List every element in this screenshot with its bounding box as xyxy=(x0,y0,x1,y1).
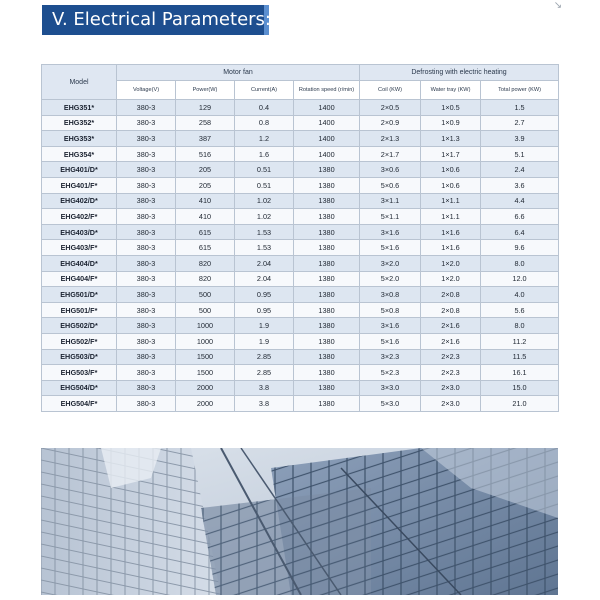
voltage-cell: 380-3 xyxy=(117,380,176,396)
water-tray-cell: 1×2.0 xyxy=(421,255,481,271)
current-cell: 0.4 xyxy=(235,100,294,116)
water-tray-cell: 2×3.0 xyxy=(421,380,481,396)
rotation-speed-cell: 1380 xyxy=(294,177,360,193)
electrical-parameters-table xyxy=(41,64,559,412)
coil-cell: 2×0.5 xyxy=(360,100,421,116)
voltage-cell: 380-3 xyxy=(117,287,176,303)
water-tray-cell: 2×2.3 xyxy=(421,349,481,365)
table-row xyxy=(42,349,559,365)
current-cell: 3.8 xyxy=(235,380,294,396)
coil-cell: 5×3.0 xyxy=(360,396,421,412)
power-cell: 615 xyxy=(176,240,235,256)
rotation-speed-cell: 1380 xyxy=(294,396,360,412)
coil-cell: 3×2.0 xyxy=(360,255,421,271)
total-power-cell: 5.6 xyxy=(481,302,559,318)
voltage-cell: 380-3 xyxy=(117,177,176,193)
current-cell: 2.85 xyxy=(235,349,294,365)
table-row xyxy=(42,100,559,116)
rotation-speed-column-header: Rotation speed (r/min) xyxy=(294,81,360,100)
current-cell: 3.8 xyxy=(235,396,294,412)
voltage-cell: 380-3 xyxy=(117,240,176,256)
table-row xyxy=(42,131,559,147)
coil-cell: 5×1.1 xyxy=(360,209,421,225)
coil-cell: 3×2.3 xyxy=(360,349,421,365)
water-tray-cell: 2×0.8 xyxy=(421,302,481,318)
total-power-cell: 12.0 xyxy=(481,271,559,287)
total-power-cell: 11.5 xyxy=(481,349,559,365)
water-tray-cell: 1×2.0 xyxy=(421,271,481,287)
total-power-cell: 4.4 xyxy=(481,193,559,209)
water-tray-cell: 1×0.5 xyxy=(421,100,481,116)
table-row xyxy=(42,302,559,318)
rotation-speed-cell: 1380 xyxy=(294,209,360,225)
water-tray-cell: 2×0.8 xyxy=(421,287,481,303)
rotation-speed-cell: 1380 xyxy=(294,349,360,365)
model-cell: EHG503/F* xyxy=(42,365,117,381)
coil-cell: 5×1.6 xyxy=(360,333,421,349)
total-power-cell: 9.6 xyxy=(481,240,559,256)
power-cell: 410 xyxy=(176,209,235,225)
defrost-group-header: Defrosting with electric heating xyxy=(360,65,559,81)
voltage-cell: 380-3 xyxy=(117,302,176,318)
voltage-cell: 380-3 xyxy=(117,349,176,365)
coil-cell: 5×0.8 xyxy=(360,302,421,318)
coil-cell: 3×0.8 xyxy=(360,287,421,303)
total-power-cell: 3.9 xyxy=(481,131,559,147)
coil-cell: 2×1.7 xyxy=(360,146,421,162)
rotation-speed-cell: 1380 xyxy=(294,380,360,396)
coil-cell: 5×1.6 xyxy=(360,240,421,256)
model-cell: EHG502/D* xyxy=(42,318,117,334)
total-power-cell: 6.4 xyxy=(481,224,559,240)
coil-cell: 3×1.6 xyxy=(360,224,421,240)
voltage-cell: 380-3 xyxy=(117,131,176,147)
current-cell: 0.51 xyxy=(235,162,294,178)
model-cell: EHG351* xyxy=(42,100,117,116)
model-cell: EHG401/D* xyxy=(42,162,117,178)
total-power-cell: 15.0 xyxy=(481,380,559,396)
table-row xyxy=(42,146,559,162)
rotation-speed-cell: 1380 xyxy=(294,162,360,178)
rotation-speed-cell: 1380 xyxy=(294,224,360,240)
total-power-cell: 8.0 xyxy=(481,255,559,271)
model-cell: EHG504/D* xyxy=(42,380,117,396)
table-row xyxy=(42,240,559,256)
coil-cell: 3×3.0 xyxy=(360,380,421,396)
voltage-cell: 380-3 xyxy=(117,115,176,131)
table-row xyxy=(42,209,559,225)
voltage-cell: 380-3 xyxy=(117,333,176,349)
model-cell: EHG402/F* xyxy=(42,209,117,225)
current-cell: 2.04 xyxy=(235,255,294,271)
current-cell: 0.95 xyxy=(235,287,294,303)
table-row xyxy=(42,396,559,412)
current-cell: 1.9 xyxy=(235,318,294,334)
model-cell: EHG403/D* xyxy=(42,224,117,240)
table-row xyxy=(42,255,559,271)
model-column-header: Model xyxy=(42,65,117,100)
rotation-speed-cell: 1380 xyxy=(294,255,360,271)
rotation-speed-cell: 1380 xyxy=(294,240,360,256)
water-tray-cell: 2×1.6 xyxy=(421,333,481,349)
current-cell: 1.53 xyxy=(235,240,294,256)
power-cell: 500 xyxy=(176,302,235,318)
power-cell: 2000 xyxy=(176,396,235,412)
total-power-cell: 2.7 xyxy=(481,115,559,131)
current-cell: 1.02 xyxy=(235,209,294,225)
rotation-speed-cell: 1380 xyxy=(294,365,360,381)
current-cell: 0.51 xyxy=(235,177,294,193)
power-cell: 1500 xyxy=(176,349,235,365)
total-power-cell: 6.6 xyxy=(481,209,559,225)
power-cell: 500 xyxy=(176,287,235,303)
table-row xyxy=(42,177,559,193)
model-cell: EHG402/D* xyxy=(42,193,117,209)
table-row xyxy=(42,318,559,334)
water-tray-cell: 1×1.1 xyxy=(421,209,481,225)
total-power-cell: 16.1 xyxy=(481,365,559,381)
model-cell: EHG401/F* xyxy=(42,177,117,193)
model-cell: EHG503/D* xyxy=(42,349,117,365)
power-cell: 205 xyxy=(176,177,235,193)
coil-cell: 3×0.6 xyxy=(360,162,421,178)
coil-column-header: Coil (KW) xyxy=(360,81,421,100)
power-cell: 1500 xyxy=(176,365,235,381)
coil-cell: 3×1.6 xyxy=(360,318,421,334)
power-cell: 129 xyxy=(176,100,235,116)
table-body xyxy=(42,100,559,412)
rotation-speed-cell: 1380 xyxy=(294,333,360,349)
water-tray-cell: 2×2.3 xyxy=(421,365,481,381)
coil-cell: 5×2.3 xyxy=(360,365,421,381)
current-column-header: Current(A) xyxy=(235,81,294,100)
model-cell: EHG504/F* xyxy=(42,396,117,412)
page-curl-icon: ↘ xyxy=(553,0,563,11)
water-tray-cell: 1×0.6 xyxy=(421,162,481,178)
rotation-speed-cell: 1400 xyxy=(294,115,360,131)
rotation-speed-cell: 1380 xyxy=(294,302,360,318)
power-cell: 820 xyxy=(176,271,235,287)
coil-cell: 2×0.9 xyxy=(360,115,421,131)
voltage-cell: 380-3 xyxy=(117,224,176,240)
column-header-row xyxy=(42,81,559,100)
power-column-header: Power(W) xyxy=(176,81,235,100)
coil-cell: 5×2.0 xyxy=(360,271,421,287)
power-cell: 1000 xyxy=(176,333,235,349)
water-tray-cell: 2×3.0 xyxy=(421,396,481,412)
group-header-row xyxy=(42,65,559,81)
power-cell: 258 xyxy=(176,115,235,131)
voltage-cell: 380-3 xyxy=(117,162,176,178)
voltage-column-header: Voltage(V) xyxy=(117,81,176,100)
voltage-cell: 380-3 xyxy=(117,396,176,412)
current-cell: 1.2 xyxy=(235,131,294,147)
current-cell: 2.04 xyxy=(235,271,294,287)
total-power-cell: 4.0 xyxy=(481,287,559,303)
power-cell: 2000 xyxy=(176,380,235,396)
table-row xyxy=(42,333,559,349)
rotation-speed-cell: 1380 xyxy=(294,193,360,209)
table-row xyxy=(42,365,559,381)
water-tray-cell: 1×1.1 xyxy=(421,193,481,209)
voltage-cell: 380-3 xyxy=(117,146,176,162)
table-row xyxy=(42,224,559,240)
water-tray-column-header: Water tray (KW) xyxy=(421,81,481,100)
voltage-cell: 380-3 xyxy=(117,255,176,271)
coil-cell: 2×1.3 xyxy=(360,131,421,147)
current-cell: 1.02 xyxy=(235,193,294,209)
building-photo xyxy=(41,448,558,595)
model-cell: EHG404/D* xyxy=(42,255,117,271)
water-tray-cell: 1×1.6 xyxy=(421,240,481,256)
table-row xyxy=(42,271,559,287)
rotation-speed-cell: 1380 xyxy=(294,318,360,334)
rotation-speed-cell: 1380 xyxy=(294,287,360,303)
voltage-cell: 380-3 xyxy=(117,100,176,116)
motor-fan-group-header: Motor fan xyxy=(117,65,360,81)
model-cell: EHG354* xyxy=(42,146,117,162)
voltage-cell: 380-3 xyxy=(117,271,176,287)
power-cell: 820 xyxy=(176,255,235,271)
current-cell: 2.85 xyxy=(235,365,294,381)
water-tray-cell: 1×0.9 xyxy=(421,115,481,131)
table-row xyxy=(42,287,559,303)
total-power-cell: 5.1 xyxy=(481,146,559,162)
table-row xyxy=(42,380,559,396)
water-tray-cell: 1×0.6 xyxy=(421,177,481,193)
coil-cell: 3×1.1 xyxy=(360,193,421,209)
voltage-cell: 380-3 xyxy=(117,193,176,209)
model-cell: EHG502/F* xyxy=(42,333,117,349)
current-cell: 1.53 xyxy=(235,224,294,240)
power-cell: 1000 xyxy=(176,318,235,334)
model-cell: EHG404/F* xyxy=(42,271,117,287)
current-cell: 1.9 xyxy=(235,333,294,349)
table-row xyxy=(42,193,559,209)
voltage-cell: 380-3 xyxy=(117,318,176,334)
model-cell: EHG501/D* xyxy=(42,287,117,303)
power-cell: 410 xyxy=(176,193,235,209)
rotation-speed-cell: 1400 xyxy=(294,100,360,116)
voltage-cell: 380-3 xyxy=(117,209,176,225)
water-tray-cell: 1×1.3 xyxy=(421,131,481,147)
current-cell: 1.6 xyxy=(235,146,294,162)
total-power-cell: 21.0 xyxy=(481,396,559,412)
model-cell: EHG501/F* xyxy=(42,302,117,318)
rotation-speed-cell: 1380 xyxy=(294,271,360,287)
table-row xyxy=(42,162,559,178)
total-power-cell: 11.2 xyxy=(481,333,559,349)
power-cell: 205 xyxy=(176,162,235,178)
voltage-cell: 380-3 xyxy=(117,365,176,381)
water-tray-cell: 1×1.6 xyxy=(421,224,481,240)
model-cell: EHG352* xyxy=(42,115,117,131)
table-row xyxy=(42,115,559,131)
total-power-cell: 2.4 xyxy=(481,162,559,178)
page-title: V. Electrical Parameters: xyxy=(42,5,269,35)
coil-cell: 5×0.6 xyxy=(360,177,421,193)
total-power-cell: 1.5 xyxy=(481,100,559,116)
rotation-speed-cell: 1400 xyxy=(294,146,360,162)
total-power-cell: 8.0 xyxy=(481,318,559,334)
power-cell: 615 xyxy=(176,224,235,240)
rotation-speed-cell: 1400 xyxy=(294,131,360,147)
power-cell: 387 xyxy=(176,131,235,147)
model-cell: EHG353* xyxy=(42,131,117,147)
total-power-cell: 3.6 xyxy=(481,177,559,193)
power-cell: 516 xyxy=(176,146,235,162)
current-cell: 0.95 xyxy=(235,302,294,318)
water-tray-cell: 1×1.7 xyxy=(421,146,481,162)
water-tray-cell: 2×1.6 xyxy=(421,318,481,334)
model-cell: EHG403/F* xyxy=(42,240,117,256)
current-cell: 0.8 xyxy=(235,115,294,131)
total-power-column-header: Total power (KW) xyxy=(481,81,559,100)
